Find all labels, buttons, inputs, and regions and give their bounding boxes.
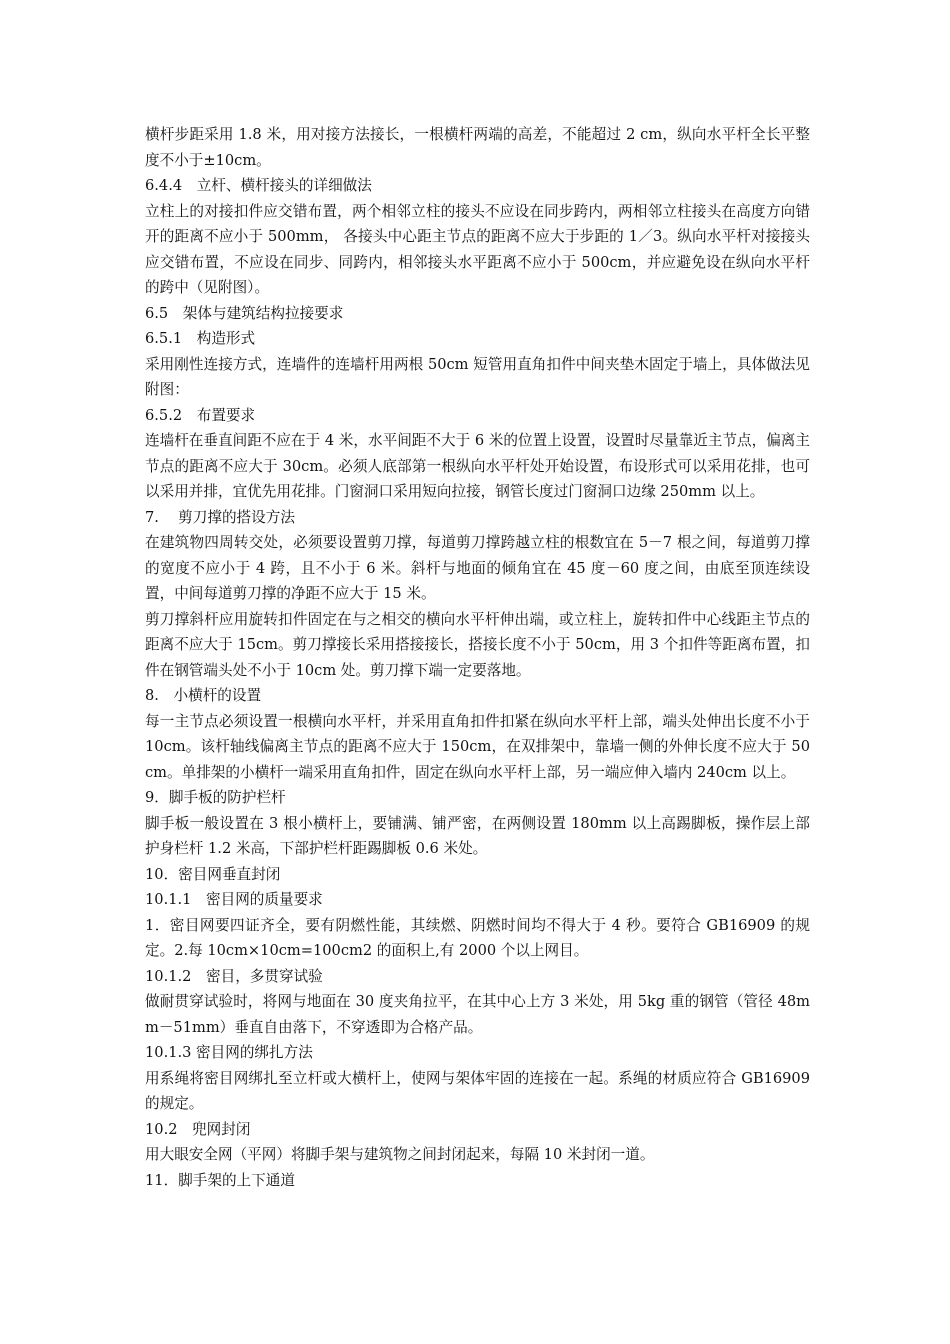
paragraph-small-crossbar: 每一主节点必须设置一根横向水平杆，并采用直角扣件扣紧在纵向水平杆上部，端头处伸出长度不小于 10cm。该杆轴线偏离主节点的距离不应大于 150cm，在双排架中，靠墙一侧的外伸长度不应大于 50cm。单排架的小横杆一端采用直角扣件，固定在纵向水平杆上部，另一端应伸入墙内 240cm 以上。 bbox=[145, 712, 815, 781]
paragraph-step-spacing: 横杆步距采用 1.8 米，用对接方法接长，一根横杆两端的高差，不能超过 2 cm，纵向水平杆全长平整度不小于±10cm。 bbox=[145, 126, 810, 169]
paragraph-joint-staggering: 立柱上的对接扣件应交错布置，两个相邻立柱的接头不应设在同步跨内，两相邻立柱接头在高度方向错开的距离不应小于 500mm， 各接头中心距主节点的距离不应大于步距的 1／3。纵向水平杆对接接头应交错布置，不应设在同步、同跨内，相邻接头水平距离不应小于 500cm，并应避免设在纵向水平杆的跨中（见附图）。 bbox=[145, 202, 810, 296]
document-body bbox=[145, 122, 815, 1193]
heading-6-5-2: 6.5.2 布置要求 bbox=[145, 406, 256, 424]
heading-7: 7. 剪刀撑的搭设方法 bbox=[145, 508, 295, 526]
heading-10-1-1: 10.1.1 密目网的质量要求 bbox=[145, 891, 323, 908]
paragraph-pocket-net: 用大眼安全网（平网）将脚手架与建筑物之间封闭起来，每隔 10 米封闭一道。 bbox=[145, 1146, 655, 1163]
heading-9: 9．脚手板的防护栏杆 bbox=[145, 789, 286, 806]
paragraph-tie-layout: 连墙杆在垂直间距不应在于 4 米，水平间距不大于 6 米的位置上设置，设置时尽量靠近主节点，偏离主节点的距离不应大于 30cm。必须人底部第一根纵向水平杆处开始设置，布设形式可以采用花排，也可以采用并排，宜优先用花排。门窗洞口采用短向拉接，钢管长度过门窗洞口边缘 250mm 以上。 bbox=[145, 432, 810, 500]
paragraph-rigid-connection: 采用刚性连接方式，连墙件的连墙杆用两根 50cm 短管用直角扣件中间夹垫木固定于墙上，具体做法见附图： bbox=[145, 355, 810, 398]
heading-6-5: 6.5 架体与建筑结构拉接要求 bbox=[145, 304, 344, 322]
heading-8: 8. 小横杆的设置 bbox=[145, 687, 262, 704]
paragraph-cross-bracing: 在建筑物四周转交处，必须要设置剪刀撑，每道剪刀撑跨越立柱的根数宜在 5－7 根之间，每道剪刀撑的宽度不应小于 4 跨，且不小于 6 米。斜杆与地面的倾角宜在 45 度－60 度之间，由底至顶连续设置，中间每道剪刀撑的净距不应大于 15 米。 bbox=[145, 534, 810, 602]
paragraph-bracing-fastening: 剪刀撑斜杆应用旋转扣件固定在与之相交的横向水平杆伸出端，或立柱上，旋转扣件中心线距主节点的距离不应大于 15cm。剪刀撑接长采用搭接接长，搭接长度不小于 50cm，用 3 个扣件等距离布置，扣件在钢管端头处不小于 10cm 处。剪刀撑下端一定要落地。 bbox=[145, 610, 810, 679]
paragraph-penetration-test: 做耐贯穿试验时，将网与地面在 30 度夹角拉平，在其中心上方 3 米处，用 5kg 重的钢管（管径 48mm－51mm）垂直自由落下，不穿透即为合格产品。 bbox=[145, 993, 810, 1036]
heading-10: 10．密目网垂直封闭 bbox=[145, 865, 281, 883]
heading-10-1-3: 10.1.3 密目网的绑扎方法 bbox=[145, 1044, 313, 1061]
paragraph-guardrail: 脚手板一般设置在 3 根小横杆上，要铺满、铺严密，在两侧设置 180mm 以上高踢脚板，操作层上部护身栏杆 1.2 米高，下部护栏杆距踢脚板 0.6 米处。 bbox=[145, 814, 810, 857]
heading-11: 11．脚手架的上下通道 bbox=[145, 1171, 295, 1189]
heading-10-2: 10.2 兜网封闭 bbox=[145, 1120, 251, 1138]
heading-6-4-4: 6.4.4 立杆、横杆接头的详细做法 bbox=[145, 177, 372, 194]
heading-6-5-1: 6.5.1 构造形式 bbox=[145, 330, 256, 347]
paragraph-net-quality: 1．密目网要四证齐全，要有阴燃性能，其续燃、阴燃时间均不得大于 4 秒。要符合 GB16909 的规定。2.每 10cm×10cm=100cm2 的面积上,有 2000 个以上网目。 bbox=[145, 916, 810, 959]
paragraph-net-binding: 用系绳将密目网绑扎至立杆或大横杆上，使网与架体牢固的连接在一起。系绳的材质应符合 GB16909 的规定。 bbox=[145, 1069, 815, 1112]
heading-10-1-2: 10.1.2 密目，多贯穿试验 bbox=[145, 967, 323, 985]
